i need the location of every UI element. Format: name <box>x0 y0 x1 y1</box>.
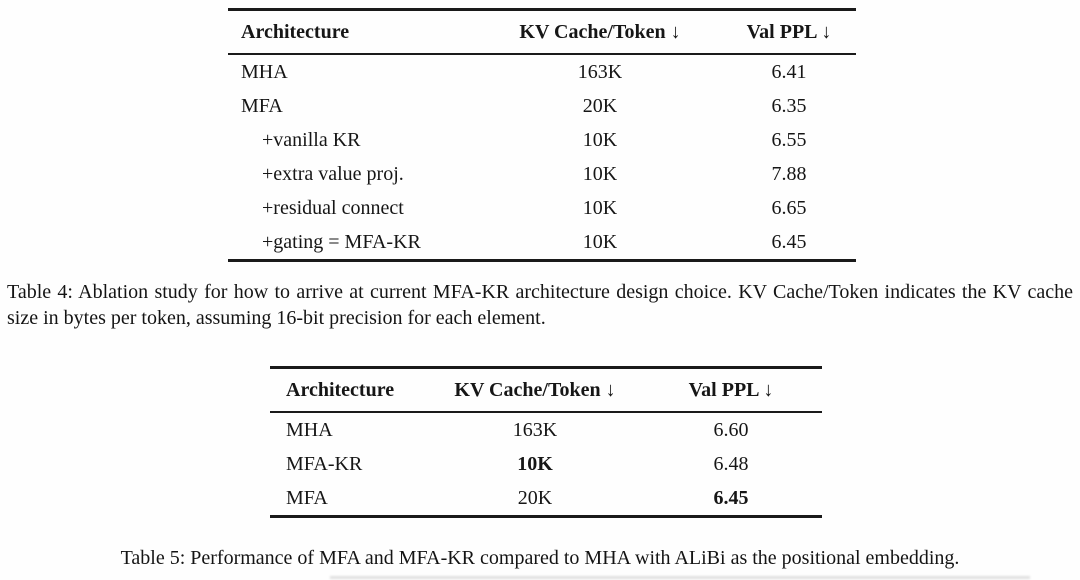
cell-val-ppl: 6.41 <box>771 60 807 83</box>
cell-val-ppl: 6.48 <box>713 452 749 475</box>
column-header-kv-cache: KV Cache/Token ↓ <box>519 20 681 43</box>
table-row <box>270 481 822 515</box>
cell-architecture: +vanilla KR <box>262 128 361 151</box>
table-row <box>270 413 822 447</box>
column-header-val-ppl: Val PPL ↓ <box>746 20 832 43</box>
cell-kv-cache: 20K <box>582 94 618 117</box>
table-row <box>228 123 856 157</box>
cell-kv-cache: 10K <box>582 162 618 185</box>
cell-kv-cache: 10K <box>517 452 553 475</box>
table5-caption: Table 5: Performance of MFA and MFA-KR compared to MHA with ALiBi as the positional embedding. <box>120 547 960 569</box>
table-row <box>228 55 856 89</box>
table-row <box>228 225 856 259</box>
table-header-row <box>228 11 856 53</box>
cell-architecture: +gating = MFA-KR <box>262 230 421 253</box>
cell-architecture: MFA <box>241 94 283 117</box>
cell-architecture: MFA-KR <box>286 452 363 475</box>
cell-architecture: MFA <box>286 486 328 509</box>
table-row <box>228 89 856 123</box>
cell-architecture: MHA <box>241 60 288 83</box>
cell-kv-cache: 163K <box>512 418 558 441</box>
cell-val-ppl: 6.45 <box>771 230 807 253</box>
cell-val-ppl: 6.60 <box>713 418 749 441</box>
cell-val-ppl: 6.35 <box>771 94 807 117</box>
cell-architecture: MHA <box>286 418 333 441</box>
column-header-kv-cache: KV Cache/Token ↓ <box>454 378 616 401</box>
table-header-row <box>270 369 822 411</box>
table-row <box>228 157 856 191</box>
table4-caption: Table 4: Ablation study for how to arrive at current MFA-KR architecture design choice. KV Cache/Token indicates the KV cache size in bytes per token, assuming 16-bit precision for each element. <box>7 281 1073 329</box>
cell-kv-cache: 20K <box>517 486 553 509</box>
scan-artifact <box>330 576 1030 579</box>
table-row <box>270 447 822 481</box>
cell-val-ppl: 6.65 <box>771 196 807 219</box>
performance-table <box>270 366 822 518</box>
cell-val-ppl: 6.55 <box>771 128 807 151</box>
column-header-val-ppl: Val PPL ↓ <box>688 378 774 401</box>
table-rule-bottom <box>228 259 856 262</box>
cell-kv-cache: 10K <box>582 196 618 219</box>
cell-architecture: +residual connect <box>262 196 404 219</box>
cell-kv-cache: 10K <box>582 128 618 151</box>
table-row <box>228 191 856 225</box>
ablation-table <box>228 8 856 262</box>
cell-val-ppl: 6.45 <box>713 486 749 509</box>
cell-val-ppl: 7.88 <box>771 162 807 185</box>
cell-architecture: +extra value proj. <box>262 162 404 185</box>
cell-kv-cache: 163K <box>577 60 623 83</box>
table-rule-bottom <box>270 515 822 518</box>
column-header-architecture: Architecture <box>286 378 395 401</box>
cell-kv-cache: 10K <box>582 230 618 253</box>
column-header-architecture: Architecture <box>241 20 350 43</box>
